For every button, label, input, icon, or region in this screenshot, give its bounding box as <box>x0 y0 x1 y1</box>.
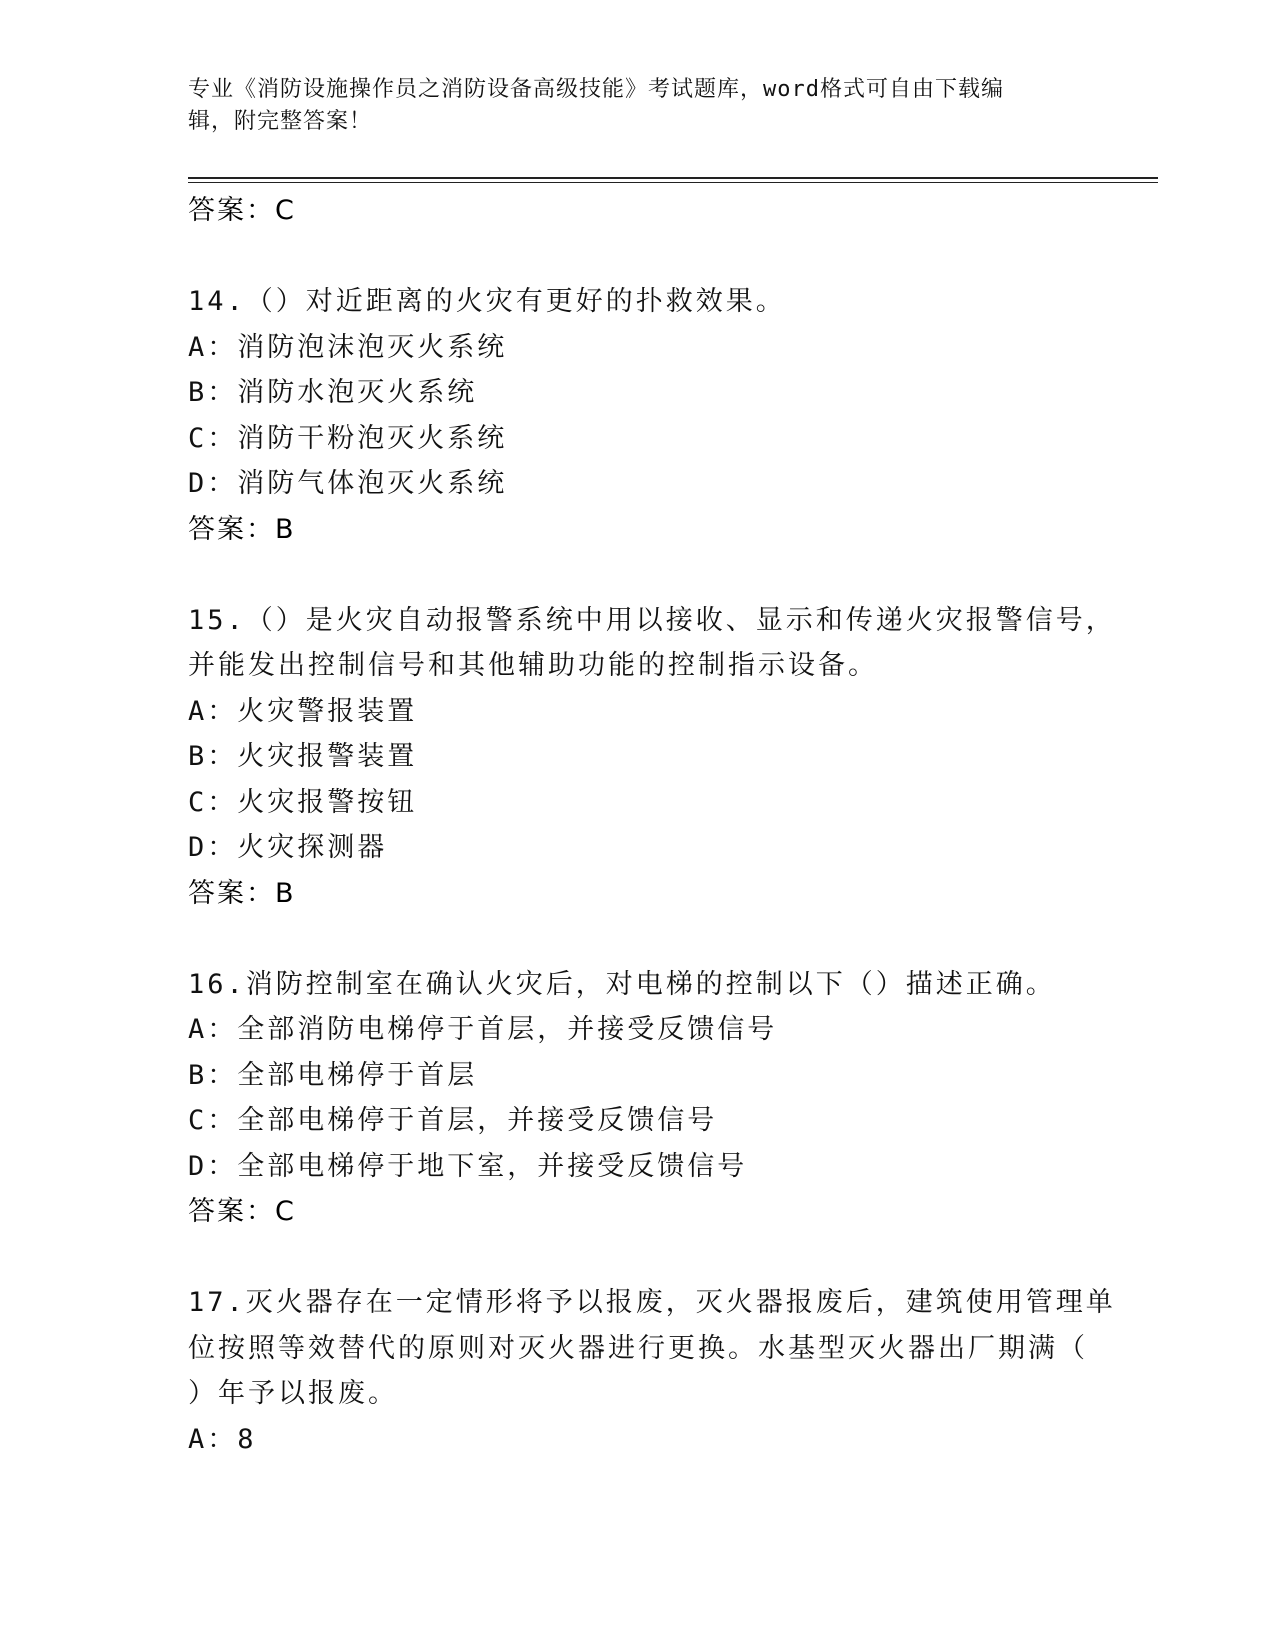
question-15 <box>188 598 1116 917</box>
header-divider-thick <box>188 177 1158 179</box>
option-b: B：火灾报警装置 <box>188 741 418 772</box>
answer: 答案：B <box>188 877 296 909</box>
spacer <box>188 916 1088 962</box>
option-d: D：全部电梯停于地下室，并接受反馈信号 <box>188 1150 748 1182</box>
header-line-1: 专业《消防设施操作员之消防设备高级技能》考试题库，word格式可自由下载编 <box>188 77 1004 102</box>
option-c: C：消防干粉泡灭火系统 <box>188 422 508 454</box>
option-d: D：火灾探测器 <box>188 832 388 863</box>
option-a: A：火灾警报装置 <box>188 695 418 727</box>
header-divider-thin <box>188 182 1158 183</box>
spacer <box>188 234 1088 280</box>
question-stem: 17.灭火器存在一定情形将予以报废，灭火器报废后，建筑使用管理单 <box>188 1287 1116 1318</box>
question-stem: 14.（）对近距离的火灾有更好的扑救效果。 <box>188 286 786 317</box>
option-d: D：消防气体泡灭火系统 <box>188 468 508 499</box>
answer-13: 答案：C <box>188 195 296 226</box>
question-stem: 15.（）是火灾自动报警系统中用以接收、显示和传递火灾报警信号， <box>188 604 1116 636</box>
spacer <box>188 1235 1088 1281</box>
option-c: C：火灾报警按钮 <box>188 786 418 818</box>
question-16 <box>188 962 1088 1235</box>
document-header <box>188 74 1088 138</box>
question-stem: 16.消防控制室在确认火灾后，对电梯的控制以下（）描述正确。 <box>188 968 1056 1000</box>
question-14 <box>188 279 1088 552</box>
question-stem: ）年予以报废。 <box>188 1378 398 1409</box>
answer: 答案：B <box>188 513 296 545</box>
option-a: A：全部消防电梯停于首层，并接受反馈信号 <box>188 1014 778 1045</box>
option-b: B：消防水泡灭火系统 <box>188 377 478 408</box>
answer: 答案：C <box>188 1196 296 1227</box>
option-c: C：全部电梯停于首层，并接受反馈信号 <box>188 1105 718 1136</box>
question-17 <box>188 1280 1116 1462</box>
question-stem: 位按照等效替代的原则对灭火器进行更换。水基型灭火器出厂期满（ <box>188 1332 1088 1364</box>
question-stem: 并能发出控制信号和其他辅助功能的控制指示设备。 <box>188 650 878 681</box>
option-b: B：全部电梯停于首层 <box>188 1059 478 1091</box>
spacer <box>188 552 1088 598</box>
header-line-2: 辑，附完整答案！ <box>188 109 373 134</box>
option-a: A：消防泡沫泡灭火系统 <box>188 331 508 363</box>
option-a: A：8 <box>188 1423 257 1455</box>
question-list <box>188 188 1116 1462</box>
